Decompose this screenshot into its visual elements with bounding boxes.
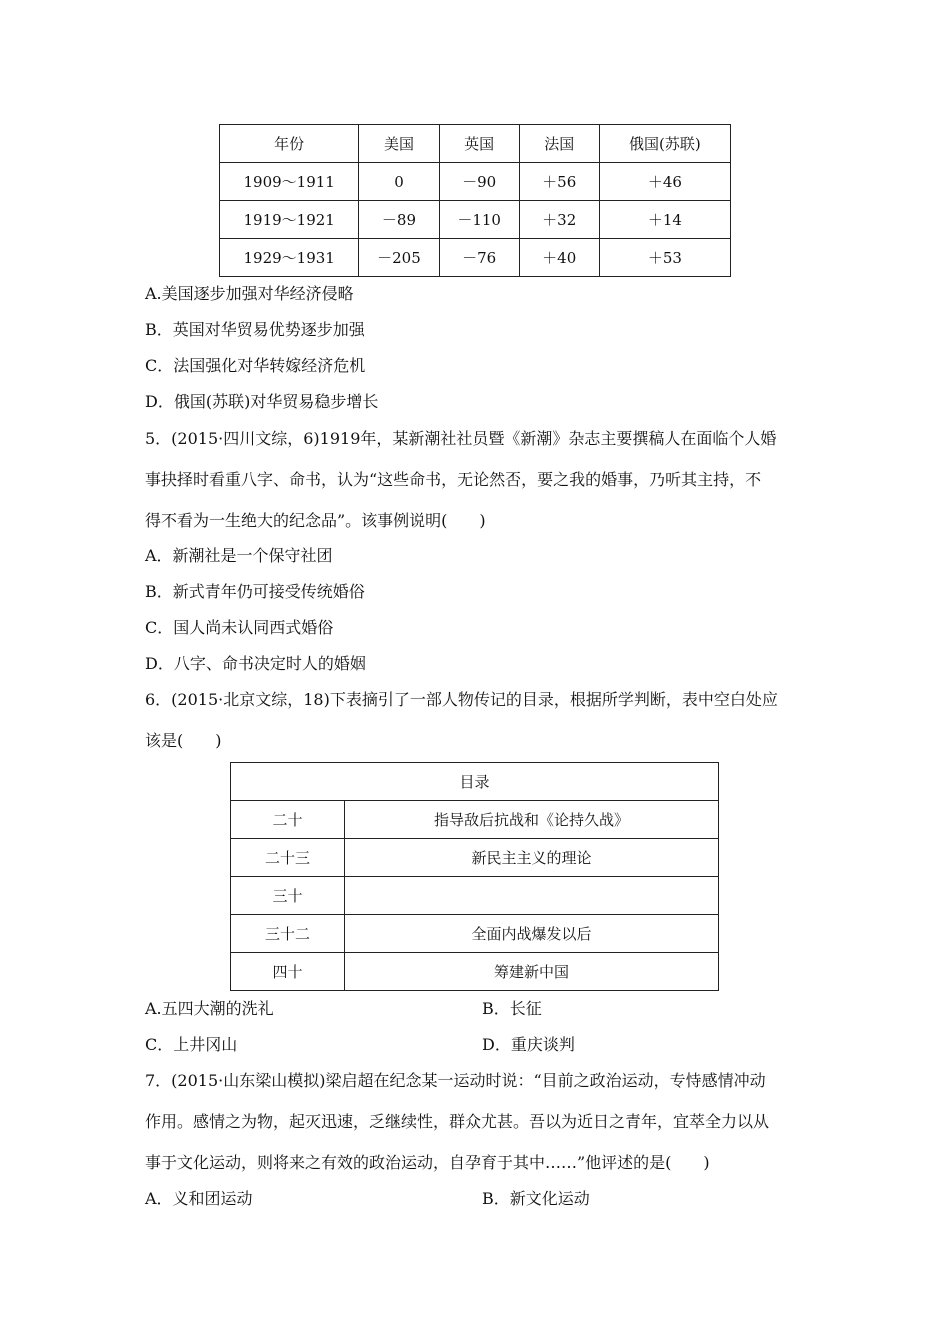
table-title: 目录 <box>231 763 719 801</box>
q6-option-c: C．上井冈山 <box>145 1035 238 1054</box>
chapter-title: 新民主主义的理论 <box>345 839 719 877</box>
q4-option-b: B．英国对华贸易优势逐步加强 <box>145 320 365 339</box>
chapter-number: 二十三 <box>231 839 345 877</box>
table-cell: ＋32 <box>519 201 599 239</box>
q6-stem-line: 该是( ) <box>145 731 222 750</box>
table-cell: ＋53 <box>599 239 730 277</box>
biography-contents-table <box>230 762 719 991</box>
q7-option-b: B．新文化运动 <box>482 1189 590 1208</box>
q7-stem-line: 事于文化运动，则将来之有效的政治运动，自孕育于其中……”他评述的是( ) <box>145 1153 710 1172</box>
q7-stem-line: 作用。感情之为物，起灭迅速，乏继续性，群众尤甚。吾以为近日之青年，宜萃全力以从 <box>145 1112 770 1131</box>
table-row <box>220 201 731 239</box>
q4-option-a: A.美国逐步加强对华经济侵略 <box>145 284 354 303</box>
chapter-title: 全面内战爆发以后 <box>345 915 719 953</box>
chapter-number: 三十 <box>231 877 345 915</box>
chapter-number: 二十 <box>231 801 345 839</box>
table-cell: ＋40 <box>519 239 599 277</box>
table-cell: －89 <box>359 201 439 239</box>
q6-option-b: B．长征 <box>482 999 542 1018</box>
q5-stem-line: 5．(2015·四川文综，6)1919年，某新潮社社员暨《新潮》杂志主要撰稿人在面临个人婚 <box>145 429 777 448</box>
trade-balance-table <box>219 124 731 277</box>
table-title-row <box>231 763 719 801</box>
header-cell: 俄国(苏联) <box>599 125 730 163</box>
table-row <box>231 877 719 915</box>
table-cell: ＋46 <box>599 163 730 201</box>
table-cell: －205 <box>359 239 439 277</box>
chapter-title-blank <box>345 877 719 915</box>
header-cell: 年份 <box>220 125 359 163</box>
table-cell: 1919～1921 <box>220 201 359 239</box>
q7-stem-line: 7．(2015·山东梁山模拟)梁启超在纪念某一运动时说：“目前之政治运动，专恃感情冲动 <box>145 1071 766 1090</box>
q6-option-a: A.五四大潮的洗礼 <box>145 999 274 1018</box>
chapter-title: 筹建新中国 <box>345 953 719 991</box>
table-cell: －76 <box>439 239 519 277</box>
table-cell: 1909～1911 <box>220 163 359 201</box>
q5-option-b: B．新式青年仍可接受传统婚俗 <box>145 582 365 601</box>
table-row <box>220 163 731 201</box>
table-row <box>231 839 719 877</box>
q6-stem-line: 6．(2015·北京文综，18)下表摘引了一部人物传记的目录，根据所学判断，表中空白处应 <box>145 690 778 709</box>
table-cell: ＋56 <box>519 163 599 201</box>
q7-option-a: A．义和团运动 <box>145 1189 253 1208</box>
chapter-title: 指导敌后抗战和《论持久战》 <box>345 801 719 839</box>
table-row <box>220 239 731 277</box>
q5-stem-line: 得不看为一生绝大的纪念品”。该事例说明( ) <box>145 511 486 530</box>
q6-option-d: D．重庆谈判 <box>482 1035 575 1054</box>
chapter-number: 四十 <box>231 953 345 991</box>
table-cell: 1929～1931 <box>220 239 359 277</box>
table-row <box>231 801 719 839</box>
table-row <box>231 953 719 991</box>
q5-stem-line: 事抉择时看重八字、命书，认为“这些命书，无论然否，要之我的婚事，乃听其主持，不 <box>145 470 762 489</box>
table-header-row <box>220 125 731 163</box>
table-cell: 0 <box>359 163 439 201</box>
table-cell: ＋14 <box>599 201 730 239</box>
chapter-number: 三十二 <box>231 915 345 953</box>
table-row <box>231 915 719 953</box>
q5-option-a: A．新潮社是一个保守社团 <box>145 546 333 565</box>
table-cell: －90 <box>439 163 519 201</box>
q4-option-d: D．俄国(苏联)对华贸易稳步增长 <box>145 392 379 411</box>
q5-option-c: C．国人尚未认同西式婚俗 <box>145 618 334 637</box>
q5-option-d: D．八字、命书决定时人的婚姻 <box>145 654 366 673</box>
header-cell: 美国 <box>359 125 439 163</box>
header-cell: 英国 <box>439 125 519 163</box>
header-cell: 法国 <box>519 125 599 163</box>
q4-option-c: C．法国强化对华转嫁经济危机 <box>145 356 366 375</box>
table-cell: －110 <box>439 201 519 239</box>
